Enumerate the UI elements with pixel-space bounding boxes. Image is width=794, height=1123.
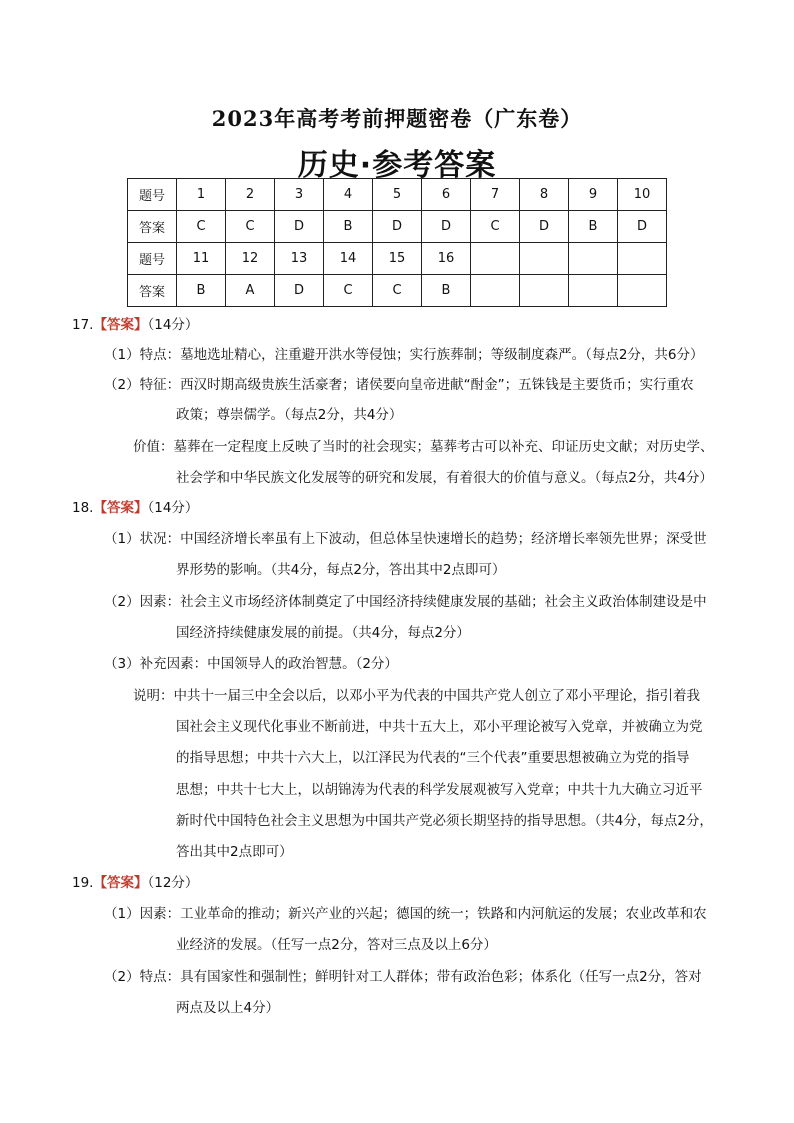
question-number: 5: [373, 179, 422, 211]
table-row: [128, 243, 667, 275]
q19-part1-cont: 业经济的发展。（任写一点2分，答对三点及以上6分）: [176, 937, 497, 953]
answer-tag: 【答案】: [93, 317, 148, 333]
question-number: 14: [324, 243, 373, 275]
q18-part2-cont: 国经济持续健康发展的前提。（共4分，每点2分）: [176, 625, 470, 641]
empty-cell: [569, 275, 618, 307]
q18-explain-cont: 思想；中共十七大上，以胡锦涛为代表的科学发展观被写入党章；中共十九大确立习近平: [176, 782, 703, 798]
q18-explain-cont: 新时代中国特色社会主义思想为中国共产党必须长期坚持的指导思想。（共4分，每点2分，: [176, 813, 713, 829]
answer-tag: 【答案】: [93, 500, 148, 516]
score: （14分）: [147, 317, 199, 333]
row-label: 答案: [128, 211, 177, 243]
score: （14分）: [147, 500, 199, 516]
answer-cell: C: [177, 211, 226, 243]
answer-cell: B: [177, 275, 226, 307]
question-number: 4: [324, 179, 373, 211]
answer-cell: B: [422, 275, 471, 307]
q17-part2-cont: 政策；尊崇儒学。（每点2分，共4分）: [176, 407, 403, 423]
question-number: 8: [520, 179, 569, 211]
question-number: 9: [569, 179, 618, 211]
q18-part3: （3）补充因素：中国领导人的政治智慧。（2分）: [104, 656, 398, 672]
q18-part2: （2）因素：社会主义市场经济体制奠定了中国经济持续健康发展的基础；社会主义政治体制建设是中: [104, 594, 707, 610]
q17-value-cont: 社会学和中华民族文化发展等的研究和发展，有着很大的价值与意义。（每点2分，共4分）: [176, 470, 713, 486]
q18-explain: 说明：中共十一届三中全会以后，以邓小平为代表的中国共产党人创立了邓小平理论，指引着我: [133, 688, 700, 704]
question-number: 15: [373, 243, 422, 275]
row-label: 答案: [128, 275, 177, 307]
empty-cell: [569, 243, 618, 275]
q19-part2: （2）特点：具有国家性和强制性；鲜明针对工人群体；带有政治色彩；体系化（任写一点2分，答对: [104, 969, 702, 985]
question-number: 11: [177, 243, 226, 275]
q18-part1: （1）状况：中国经济增长率虽有上下波动，但总体呈快速增长的趋势；经济增长率领先世界；深受世: [104, 531, 707, 547]
answer-cell: B: [569, 211, 618, 243]
answer-cell: C: [324, 275, 373, 307]
q17-header: [72, 310, 198, 342]
row-label: 题号: [128, 243, 177, 275]
q19-header: [72, 868, 198, 900]
empty-cell: [471, 275, 520, 307]
question-number: 10: [618, 179, 667, 211]
answer-cell: D: [422, 211, 471, 243]
exam-subtitle: 历史·参考答案: [297, 148, 497, 183]
answer-cell: C: [373, 275, 422, 307]
answer-cell: D: [275, 275, 324, 307]
q18-explain-cont: 的指导思想；中共十六大上，以江泽民为代表的“三个代表”重要思想被确立为党的指导: [176, 750, 690, 766]
q17-value: 价值：墓葬在一定程度上反映了当时的社会现实；墓葬考古可以补充、印证历史文献；对历史学、: [133, 439, 714, 455]
answer-cell: A: [226, 275, 275, 307]
empty-cell: [618, 243, 667, 275]
q19-part2-cont: 两点及以上4分）: [176, 1000, 280, 1016]
question-number: 18.: [72, 500, 94, 516]
row-label: 题号: [128, 179, 177, 211]
empty-cell: [471, 243, 520, 275]
empty-cell: [618, 275, 667, 307]
q18-explain-cont: 国社会主义现代化事业不断前进，中共十五大上，邓小平理论被写入党章，并被确立为党: [176, 719, 703, 735]
answer-cell: B: [324, 211, 373, 243]
question-number: 7: [471, 179, 520, 211]
table-row: [128, 179, 667, 211]
question-number: 17.: [72, 317, 94, 333]
q18-explain-cont: 答出其中2点即可）: [176, 844, 293, 860]
answer-cell: D: [618, 211, 667, 243]
answer-cell: D: [275, 211, 324, 243]
answer-cell: C: [226, 211, 275, 243]
question-number: 3: [275, 179, 324, 211]
empty-cell: [520, 275, 569, 307]
q18-part1-cont: 界形势的影响。（共4分，每点2分，答出其中2点即可）: [176, 562, 506, 578]
empty-cell: [520, 243, 569, 275]
question-number: 19.: [72, 875, 94, 891]
score: （12分）: [147, 875, 199, 891]
q17-part2: （2）特征：西汉时期高级贵族生活豪奢；诸侯要向皇帝进献“酎金”；五铢钱是主要货币；实行重农: [104, 377, 694, 393]
answer-cell: C: [471, 211, 520, 243]
table-row: [128, 275, 667, 307]
q17-part1: （1）特点：墓地选址精心，注重避开洪水等侵蚀；实行族葬制；等级制度森严。（每点2分，共6分）: [104, 347, 704, 363]
question-number: 13: [275, 243, 324, 275]
question-number: 1: [177, 179, 226, 211]
table-row: [128, 211, 667, 243]
question-number: 2: [226, 179, 275, 211]
question-number: 12: [226, 243, 275, 275]
q19-part1: （1）因素：工业革命的推动；新兴产业的兴起；德国的统一；铁路和内河航运的发展；农业改革和农: [104, 906, 707, 922]
answer-cell: D: [520, 211, 569, 243]
question-number: 16: [422, 243, 471, 275]
answer-table: [127, 178, 667, 307]
q18-header: [72, 493, 198, 525]
exam-title: 2023年高考考前押题密卷（广东卷）: [211, 106, 583, 131]
question-number: 6: [422, 179, 471, 211]
answer-cell: D: [373, 211, 422, 243]
answer-tag: 【答案】: [93, 875, 148, 891]
